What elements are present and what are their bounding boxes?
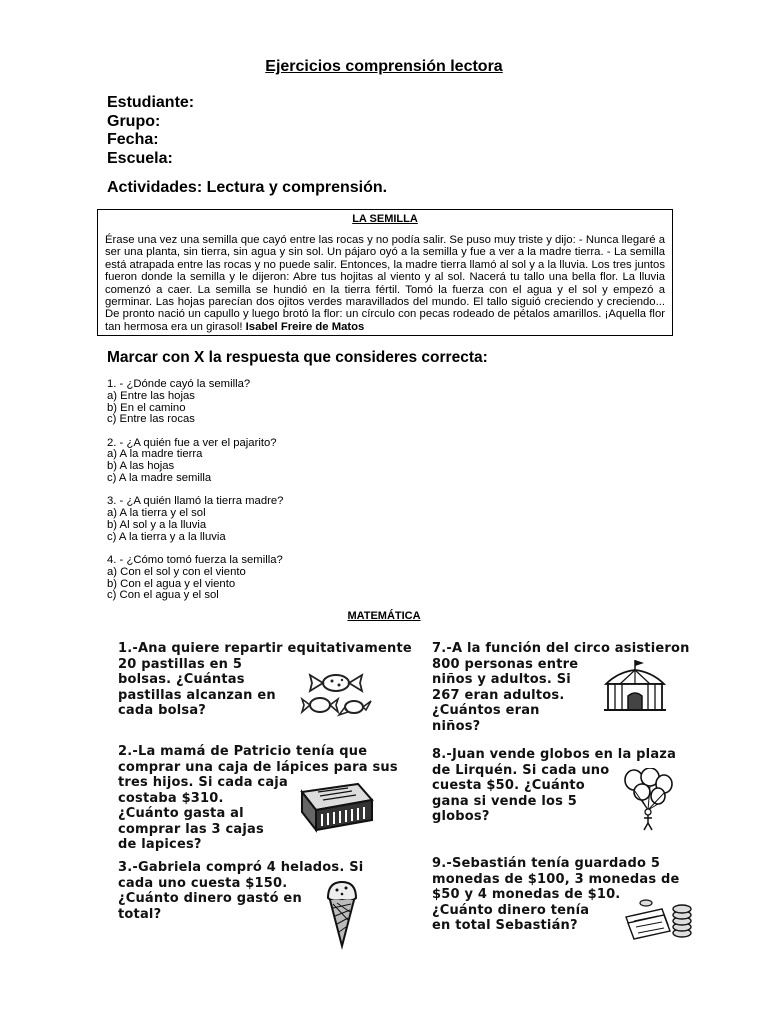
question-3 <box>107 496 283 543</box>
problem-line: ¿Cuánto dinero tenía <box>432 902 590 918</box>
problem-line: tres hijos. Si cada caja <box>118 775 288 790</box>
option-b: b) En el camino <box>107 401 186 414</box>
problem-line: 8.-Juan vende globos en la plaza <box>432 747 677 762</box>
story-text <box>105 234 665 333</box>
problem-line: ¿Cuánto gasta al <box>118 806 244 821</box>
problem-line: monedas de $100, 3 monedas de <box>432 871 680 887</box>
problem-line: 20 pastillas en 5 <box>118 656 243 672</box>
problem-line: ¿Cuántos eran <box>432 703 540 718</box>
candy-icon <box>296 665 376 723</box>
problem-line: globos? <box>432 809 490 824</box>
problem-line: 800 personas entre <box>432 656 579 672</box>
option-c: c) A la tierra y a la lluvia <box>107 530 226 543</box>
group-label: Grupo: <box>107 112 161 130</box>
school-label: Escuela: <box>107 149 173 167</box>
activities-heading: Actividades: Lectura y comprensión. <box>107 179 388 196</box>
date-label: Fecha: <box>107 131 159 148</box>
problem-line: cuesta $50. ¿Cuánto <box>432 778 585 793</box>
option-c: c) Entre las rocas <box>107 413 195 426</box>
problem-line: 7.-A la función del circo asistieron <box>432 641 690 656</box>
problem-line: $50 y 4 monedas de $10. <box>432 887 621 902</box>
option-c: c) A la madre semilla <box>107 472 212 485</box>
question-text: 2. - ¿A quién fue a ver el pajarito? <box>107 436 277 449</box>
problem-line: cada uno cuesta $150. <box>118 875 288 891</box>
problem-line: de Lirquén. Si cada uno <box>432 762 610 778</box>
problem-line: cada bolsa? <box>118 703 207 718</box>
problem-line: niños? <box>432 718 481 734</box>
ice-cream-icon <box>322 878 362 950</box>
story-title: LA SEMILLA <box>352 213 418 225</box>
story-author: Isabel Freire de Matos <box>245 320 365 333</box>
problem-line: niños y adultos. Si <box>432 672 571 687</box>
problem-line: ¿Cuánto dinero gastó en <box>118 891 302 906</box>
problem-line: de lapices? <box>118 837 202 852</box>
problem-line: 3.-Gabriela compró 4 helados. Si <box>118 860 364 875</box>
math-heading: MATEMÁTICA <box>347 610 421 622</box>
option-b: b) Al sol y a la lluvia <box>107 518 207 531</box>
instructions-heading: Marcar con X la respuesta que consideres correcta: <box>107 349 488 366</box>
problem-line: 267 eran adultos. <box>432 687 565 703</box>
story-body: Érase una vez una semilla que cayó entre las rocas y no podía salir. Se puso muy triste y dijo: - Nunca llegaré a ser una planta, sin tierra, sin agua y sin sol. Un pájaro oyó a la semilla y fue a ver a la madre tierra. - La semilla está atrapada entre las rocas y no puede salir. Entonces, la madre tierra llamó al sol y a la lluvia. Los tres juntos fueron donde la semilla y le dijeron: Abre tus hojitas al viento y al sol. Nacerá tu tallo una bella flor. La lluvia comenzó a caer. La semilla se hundió en la tierra fértil. Tomó la fuerza con el agua y el sol y empezó a germinar. Las hojas parecían dos ojitos verdes maravillados del mundo. El tallo siguió creciendo y creciendo... De pronto nació un capullo y luego brotó la flor: un círculo con pecas rodeado de pétalos amarillos. ¡Aquella flor tan hermosa era un girasol! <box>105 234 665 333</box>
balloons-icon <box>620 768 676 832</box>
problem-line: total? <box>118 906 162 922</box>
option-c: c) Con el agua y el sol <box>107 589 219 602</box>
student-label: Estudiante: <box>107 94 195 111</box>
option-b: b) A las hojas <box>107 460 175 473</box>
problem-line: 1.-Ana quiere repartir equitativamente <box>118 641 412 656</box>
option-a: a) A la madre tierra <box>107 448 203 461</box>
student-info <box>107 94 194 168</box>
problem-line: 2.-La mamá de Patricio tenía que <box>118 744 368 759</box>
question-4 <box>107 555 283 602</box>
option-a: a) Entre las hojas <box>107 389 195 402</box>
story-box <box>97 209 673 336</box>
page-title: Ejercicios comprensión lectora <box>265 58 503 75</box>
problem-line: pastillas alcanzan en <box>118 687 276 703</box>
question-text: 1. - ¿Dónde cayó la semilla? <box>107 378 251 390</box>
question-text: 4. - ¿Cómo tomó fuerza la semilla? <box>107 554 283 567</box>
circus-tent-icon <box>600 658 670 716</box>
problem-line: costaba $310. <box>118 790 224 806</box>
problem-line: 9.-Sebastián tenía guardado 5 <box>432 856 661 871</box>
option-a: a) A la tierra y el sol <box>107 507 206 520</box>
problem-line: bolsas. ¿Cuántas <box>118 672 245 687</box>
pencil-box-icon <box>296 778 376 834</box>
question-list <box>107 379 283 614</box>
problem-line: gana si vende los 5 <box>432 793 578 809</box>
question-1 <box>107 379 283 426</box>
option-a: a) Con el sol y con el viento <box>107 565 246 578</box>
question-2 <box>107 438 283 485</box>
option-b: b) Con el agua y el viento <box>107 577 236 590</box>
money-icon <box>622 895 696 943</box>
problem-line: en total Sebastián? <box>432 918 578 933</box>
problem-line: comprar una caja de lápices para sus <box>118 759 398 775</box>
problem-line: comprar las 3 cajas <box>118 821 264 837</box>
question-text: 3. - ¿A quién llamó la tierra madre? <box>107 495 284 508</box>
